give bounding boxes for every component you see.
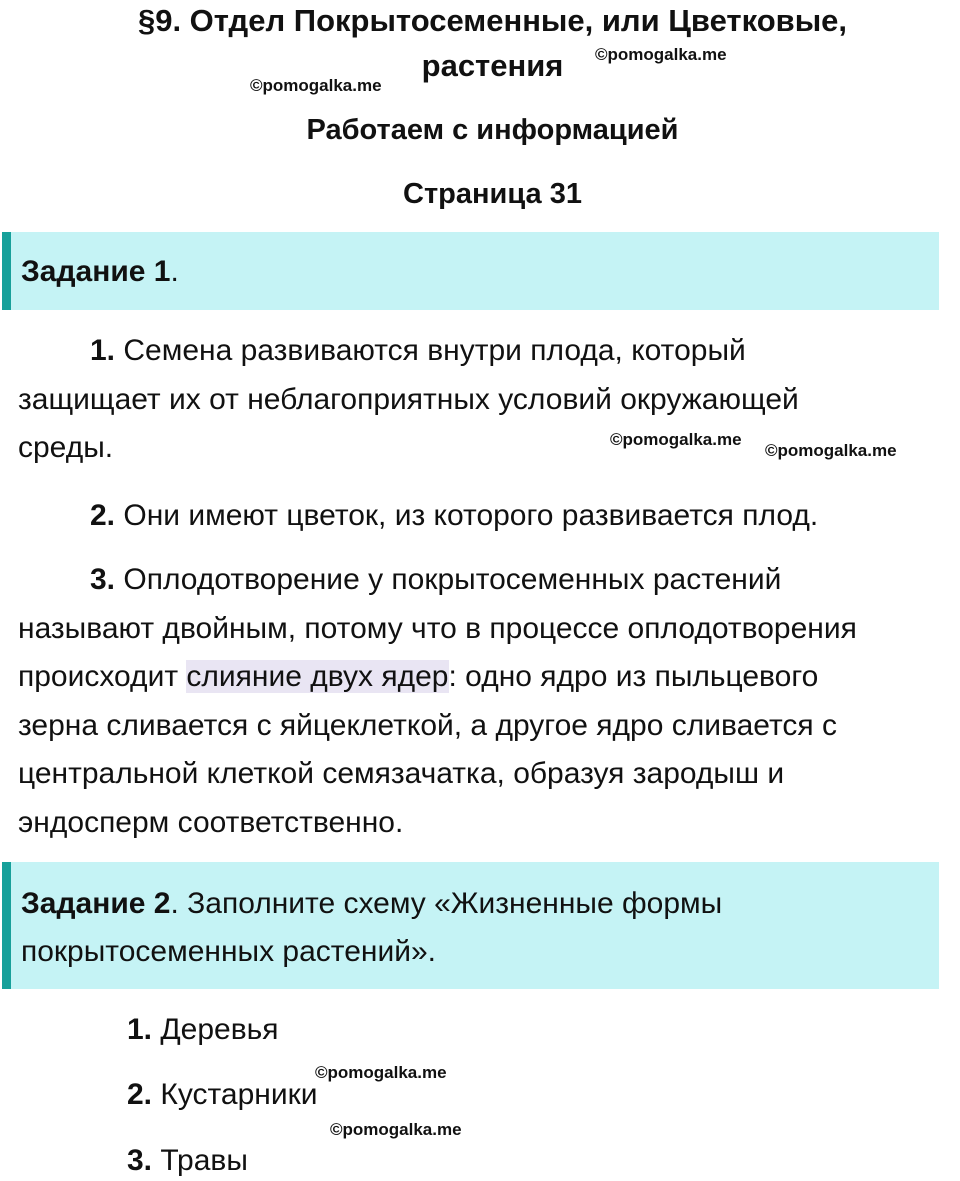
answer-1-text-1: Семена развиваются внутри плода, который bbox=[115, 334, 746, 367]
answer-3-line-3 bbox=[18, 653, 958, 702]
list-item-number: 2. bbox=[127, 1078, 153, 1111]
watermark-3: ©pomogalka.me bbox=[610, 430, 742, 449]
section-subtitle: Работаем с информацией bbox=[306, 114, 679, 146]
task-2-text-1: . Заполните схему «Жизненные формы bbox=[170, 887, 723, 920]
answer-1-line-2: защищает их от неблагоприятных условий окружающей bbox=[18, 382, 799, 416]
watermark-6: ©pomogalka.me bbox=[330, 1120, 462, 1139]
page-title-line-1: §9. Отдел Покрытосеменные, или Цветковые, bbox=[137, 3, 848, 38]
answer-3-text-3a: происходит bbox=[18, 660, 187, 693]
task-1-label-suffix: . bbox=[170, 255, 179, 288]
page-title-line-2: растения bbox=[421, 48, 564, 83]
list-item bbox=[127, 1141, 248, 1181]
task-1-label: Задание 1 bbox=[21, 255, 171, 288]
list-item-number: 1. bbox=[127, 1013, 153, 1046]
answer-2-text: Они имеют цветок, из которого развивается плод. bbox=[115, 499, 819, 532]
watermark-4: ©pomogalka.me bbox=[765, 441, 897, 460]
answer-3-line-1 bbox=[18, 556, 958, 605]
list-item-number: 3. bbox=[127, 1144, 153, 1177]
answer-2-number: 2. bbox=[90, 499, 116, 532]
task-1-box bbox=[2, 232, 939, 310]
answer-2 bbox=[18, 492, 958, 541]
answer-3-line-6: эндосперм соответственно. bbox=[18, 805, 404, 839]
task-2-heading-line-2: покрытосеменных растений». bbox=[21, 935, 436, 968]
list-item bbox=[127, 1075, 318, 1115]
task-1-heading bbox=[21, 248, 179, 296]
answer-1-number: 1. bbox=[90, 334, 116, 367]
task-2-box bbox=[2, 862, 939, 989]
answer-1-line-3: среды. bbox=[18, 431, 114, 464]
answer-3-text-3b: : одно ядро из пыльцевого bbox=[448, 660, 819, 693]
answer-3-text-1: Оплодотворение у покрытосеменных растений bbox=[115, 563, 782, 596]
page-number-heading: Страница 31 bbox=[403, 178, 582, 210]
answer-3-number: 3. bbox=[90, 563, 116, 596]
watermark-1: ©pomogalka.me bbox=[595, 45, 727, 64]
highlighted-phrase: слияние двух ядер bbox=[186, 660, 449, 693]
answer-1-line-1 bbox=[18, 327, 958, 376]
answer-3 bbox=[18, 556, 958, 847]
answer-3-line-4: зерна сливается с яйцеклеткой, а другое ядро сливается с bbox=[18, 708, 837, 742]
list-item bbox=[127, 1010, 279, 1050]
list-item-text: Кустарники bbox=[152, 1078, 318, 1111]
watermark-2: ©pomogalka.me bbox=[250, 76, 382, 95]
answer-3-line-2: называют двойным, потому что в процессе оплодотворения bbox=[18, 611, 857, 645]
task-2-label: Задание 2 bbox=[21, 887, 171, 920]
list-item-text: Деревья bbox=[152, 1013, 279, 1046]
list-item-text: Травы bbox=[152, 1144, 248, 1177]
answer-2-line-1 bbox=[18, 492, 958, 541]
answer-3-line-5: центральной клеткой семязачатка, образуя зародыш и bbox=[18, 757, 785, 790]
task-2-heading-line-1 bbox=[21, 880, 722, 928]
watermark-5: ©pomogalka.me bbox=[315, 1063, 447, 1082]
